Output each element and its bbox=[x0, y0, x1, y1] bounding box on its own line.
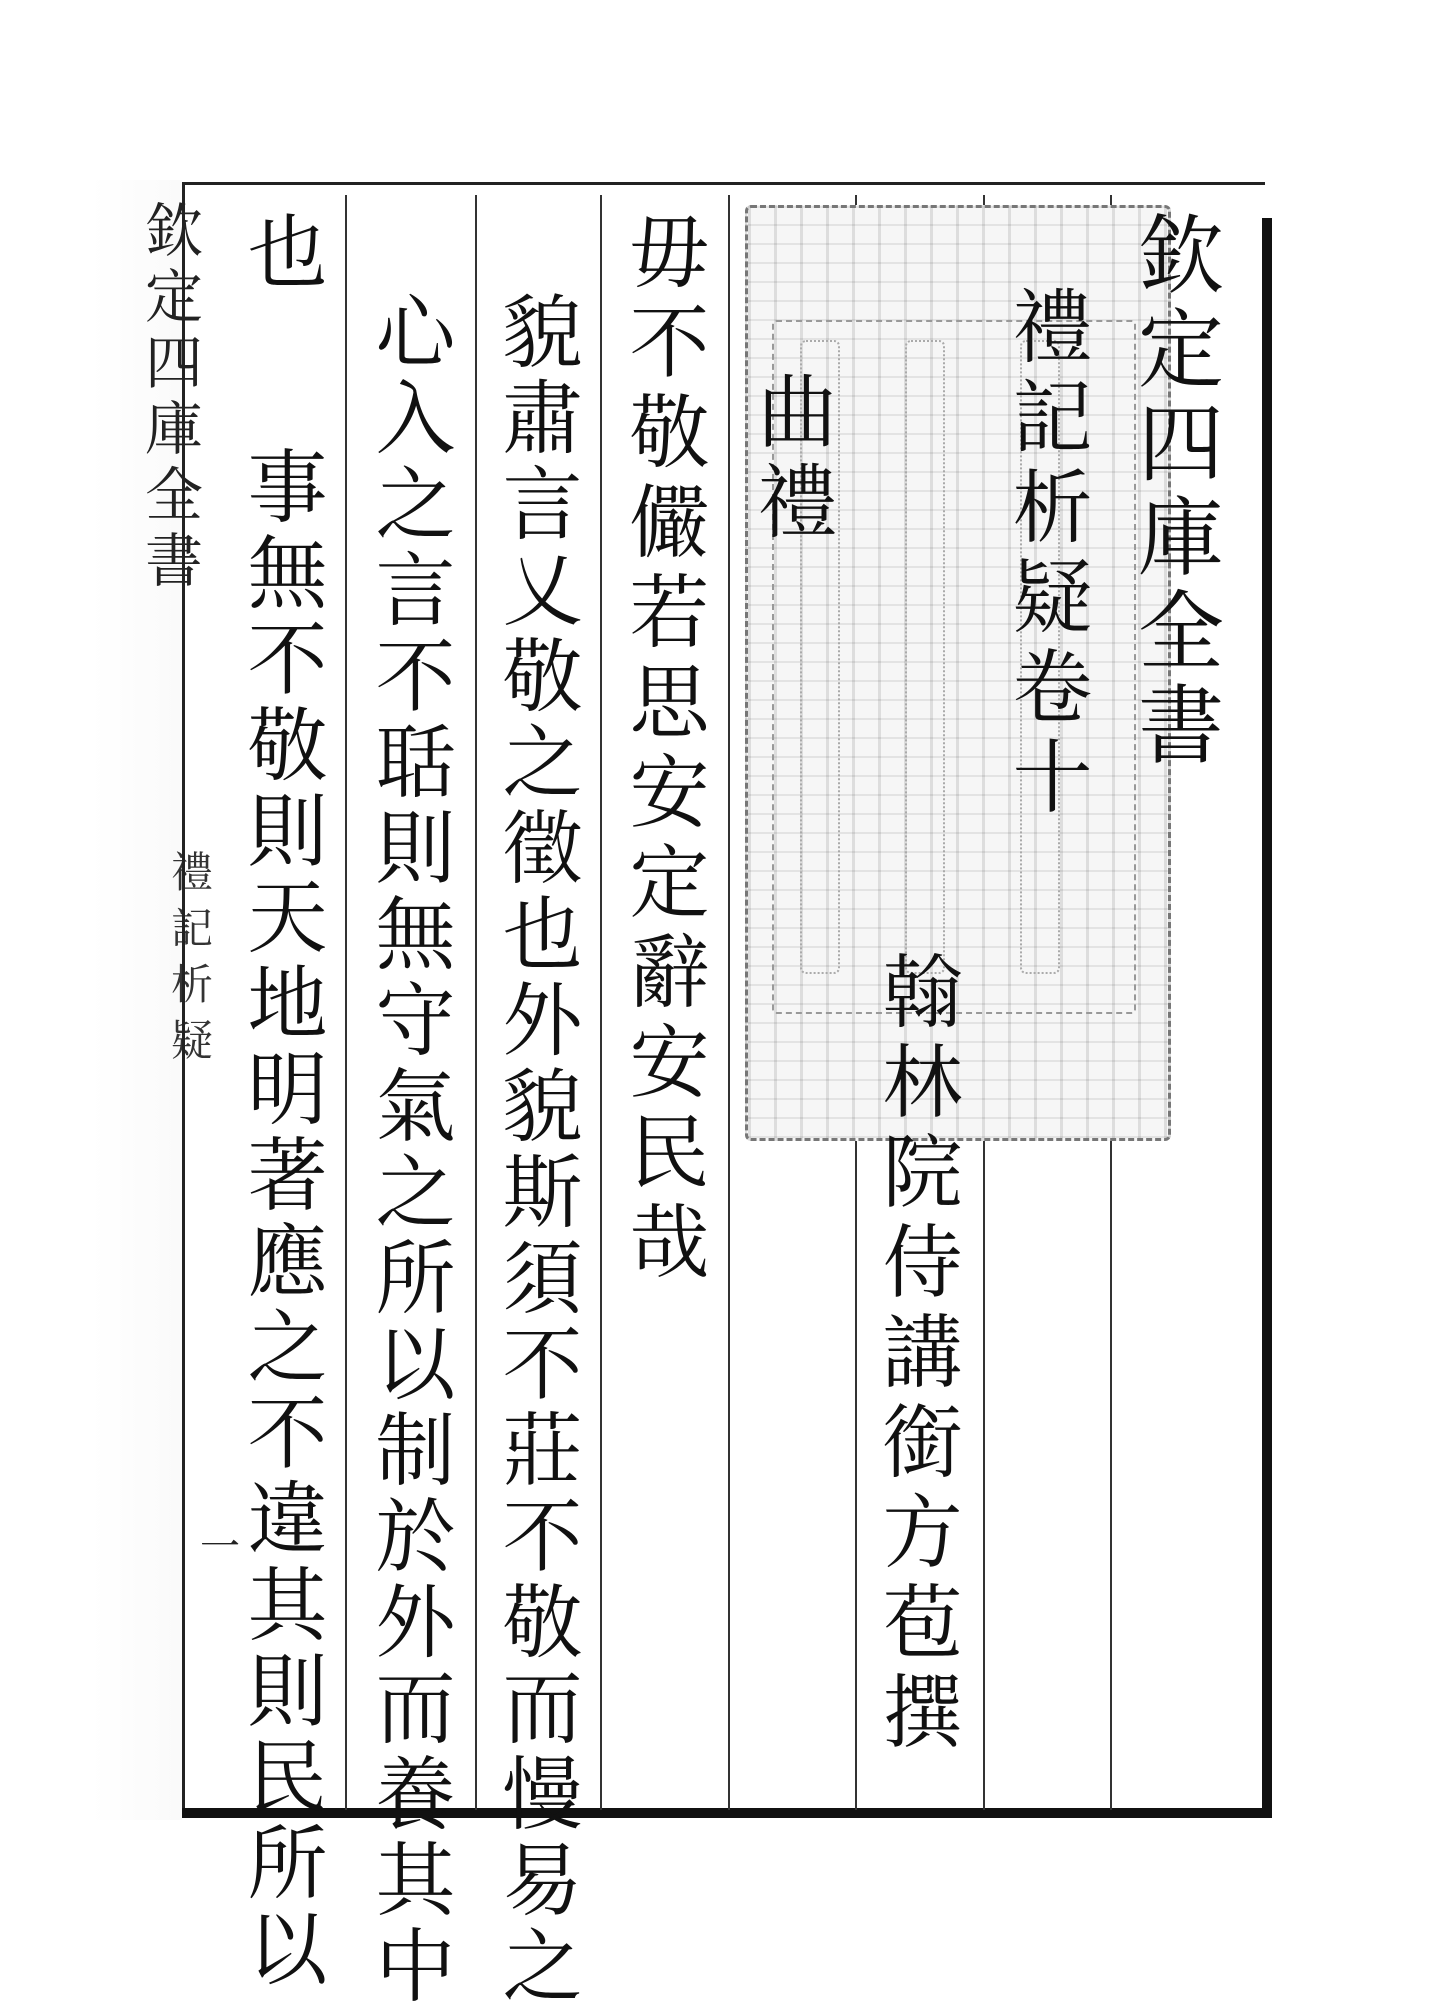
body-line-2: 貌肅言乂敬之徵也外貌斯須不莊不敬而慢易之 bbox=[489, 290, 582, 2010]
column-rule bbox=[600, 195, 602, 1810]
margin-page-number: 一 bbox=[200, 1524, 240, 1570]
author-line: 翰林院侍講銜方苞撰 bbox=[869, 950, 962, 1760]
volume-title: 禮記析疑卷十 bbox=[999, 285, 1092, 825]
frame-right-border bbox=[1262, 218, 1272, 1814]
margin-series-title: 欽定四庫全書 bbox=[135, 200, 203, 596]
body-line-5: 事無不敬則天地明著應之不違其則民所以 bbox=[234, 445, 327, 1993]
margin-book-title: 禮記析疑 bbox=[165, 850, 214, 1074]
column-rule bbox=[475, 195, 477, 1810]
body-line-3: 心入之言不聒則無守氣之所以制於外而養其中 bbox=[362, 290, 455, 2010]
body-line-4: 也 bbox=[234, 210, 327, 300]
seal-stroke bbox=[905, 340, 945, 974]
series-title: 欽定四庫全書 bbox=[1123, 210, 1223, 774]
column-rule bbox=[345, 195, 347, 1810]
body-line-1: 毋不敬儼若思安定辭安民哉 bbox=[616, 210, 709, 1290]
chapter-title: 曲禮 bbox=[744, 370, 837, 550]
column-rule bbox=[728, 195, 730, 1810]
